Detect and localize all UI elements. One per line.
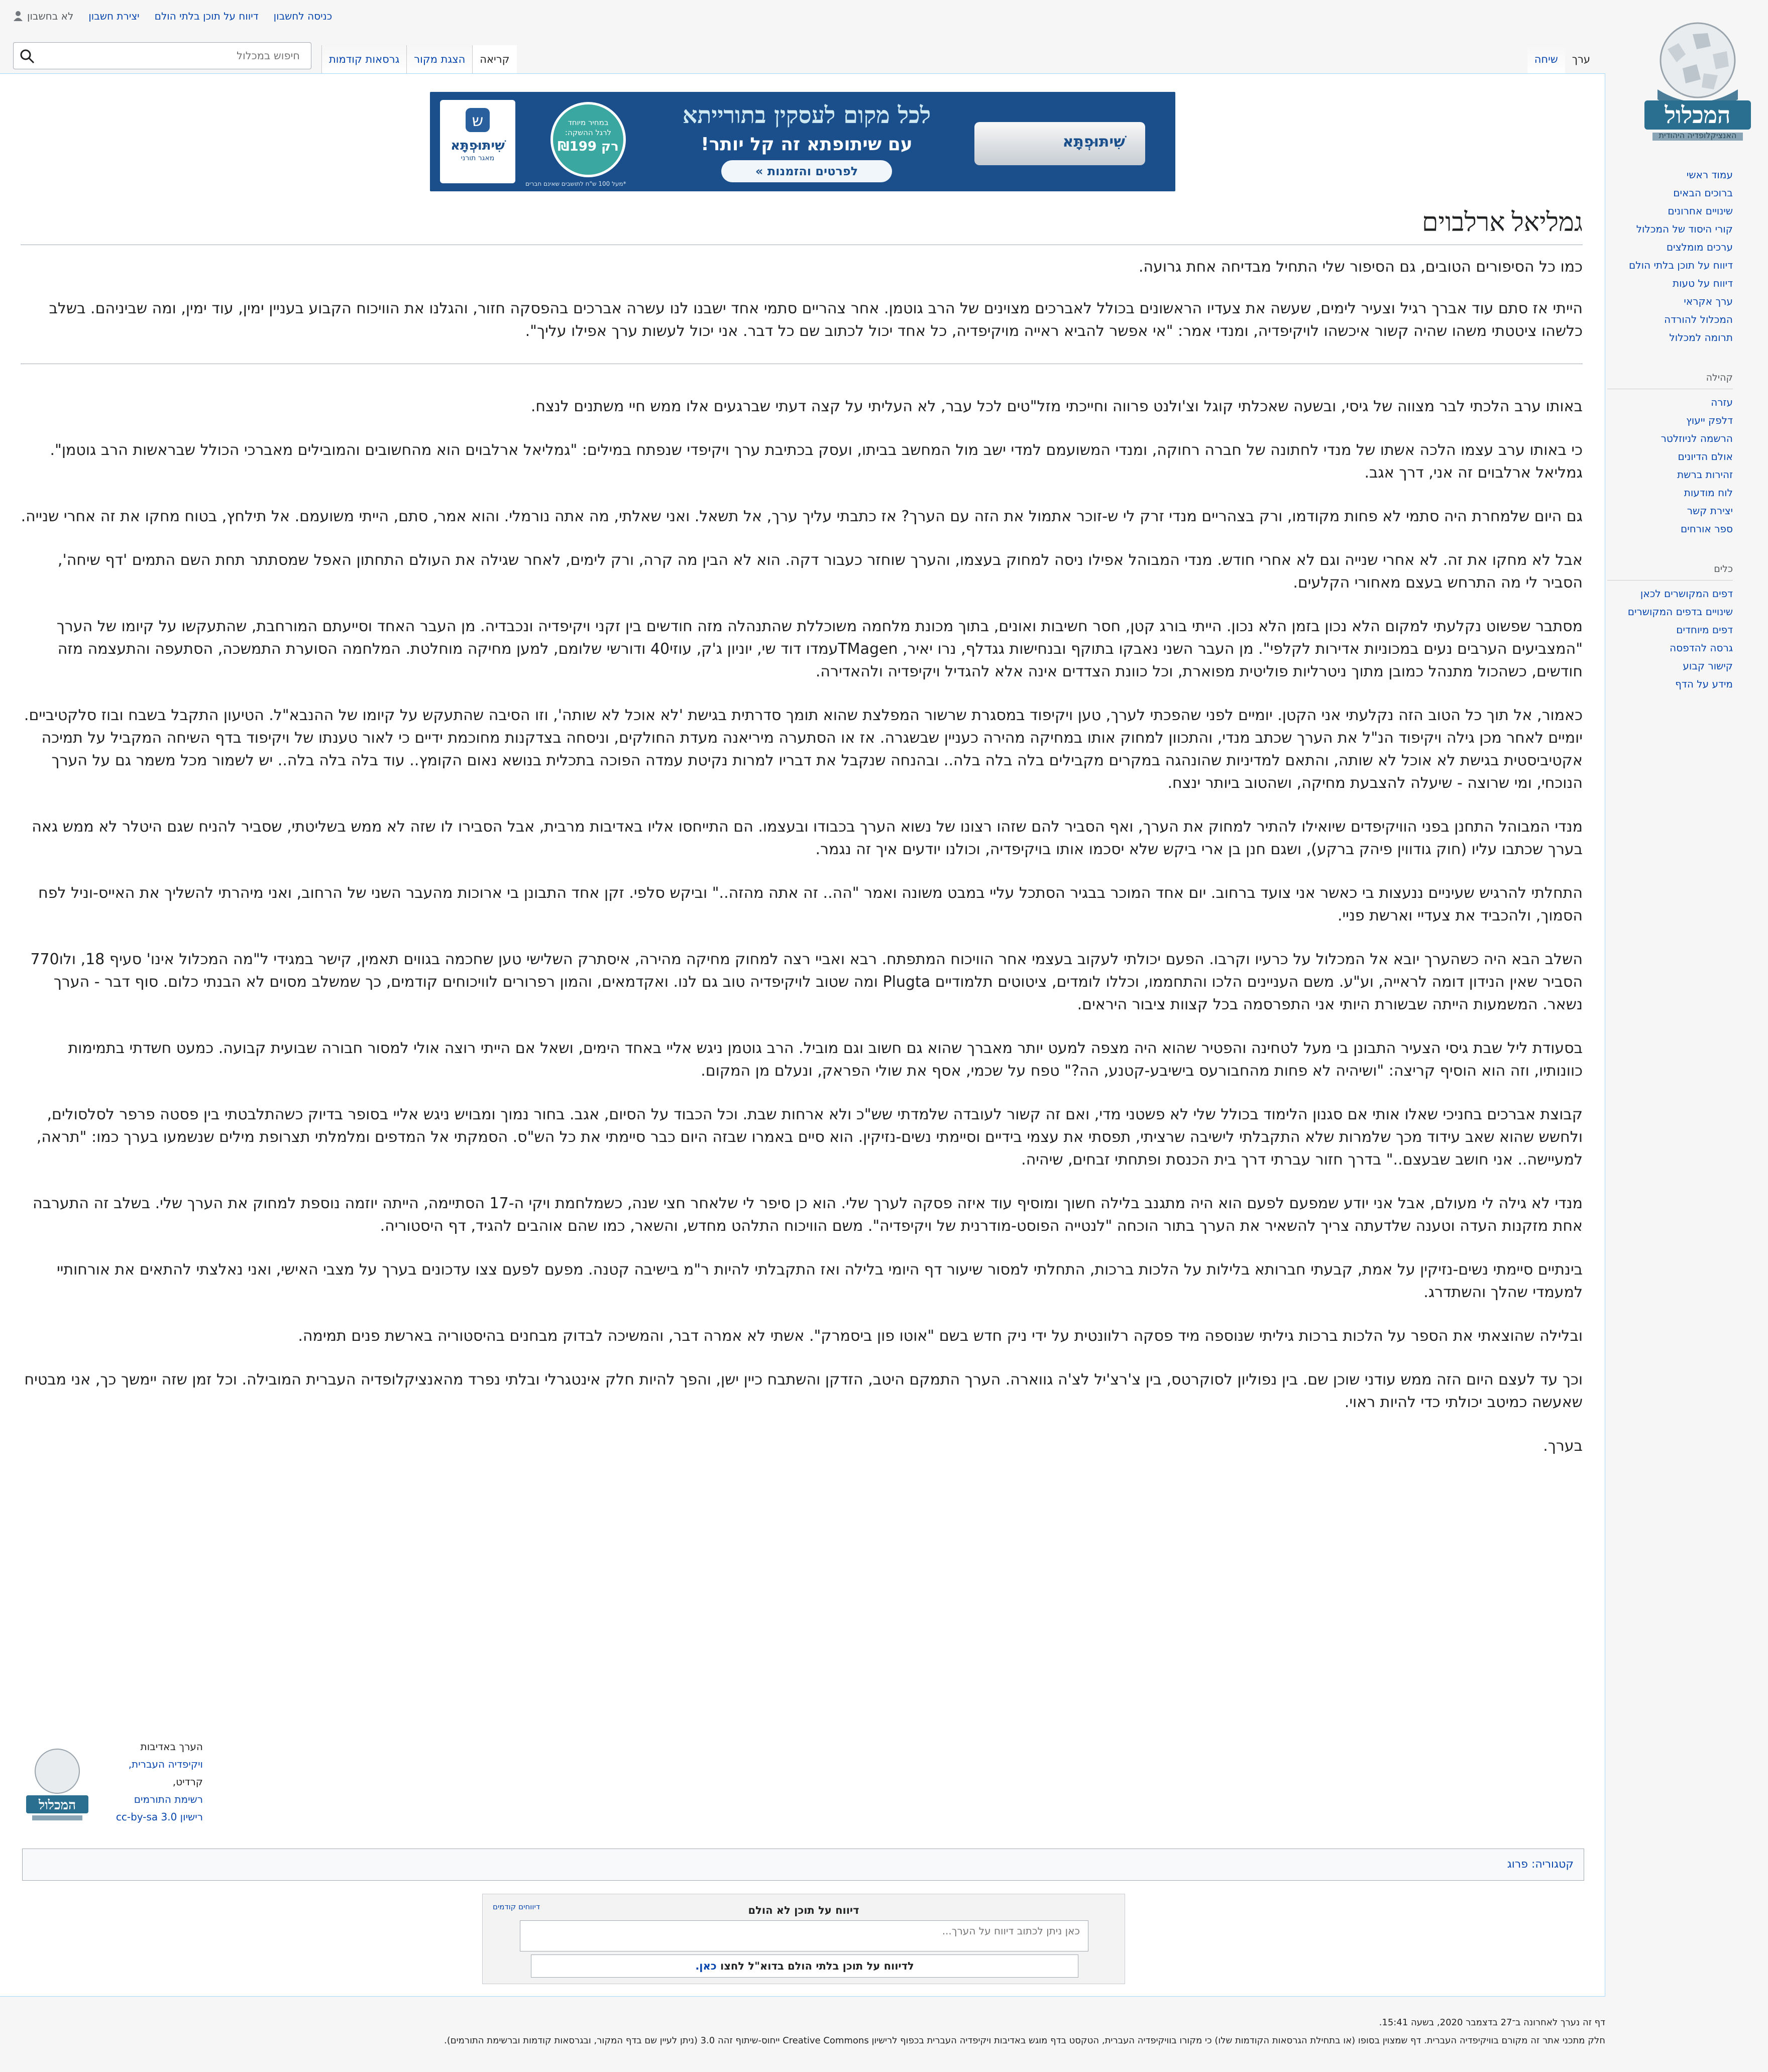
banner-badge-top: במחיר מיוחד לרגל ההשקה: <box>565 118 612 137</box>
sidebar-nav-link[interactable]: ערכים מומלצים <box>1666 241 1733 253</box>
sidebar-nav-item[interactable] <box>1607 328 1733 347</box>
report-title: דיווח על תוכן לא הולם <box>748 1904 859 1916</box>
sidebar-nav-item[interactable] <box>1607 202 1733 220</box>
ad-banner[interactable] <box>430 92 1175 191</box>
sidebar-community-link[interactable]: הרשמה לניוזלטר <box>1661 432 1733 444</box>
article-paragraph: התחלתי להרגיש שעיניים ננעצות בי כאשר אני צועד ברחוב. יום אחד המוכר בבגיר הסתכל עליי במבט משונה ואמר "הה.. זה אתה מהזה.." וביקש סלפי. זקן אחד התבונן בי ארוכות מהעבר השני של הרחוב, ואני מיהרתי להשליך את האייס-וניל לפח הסמוך, ולהכביד את צעדיי וארשת פניי. <box>38 884 1583 925</box>
sidebar-tools <box>1607 560 1733 693</box>
sidebar-tools-item[interactable] <box>1607 657 1733 675</box>
sidebar-community-link[interactable]: אולם הדיונים <box>1678 450 1733 463</box>
sidebar-community-item[interactable] <box>1607 411 1733 429</box>
search-icon[interactable] <box>19 48 36 65</box>
credits-box <box>22 1738 203 1833</box>
banner-brand-sub: מאגר תורני <box>461 154 495 162</box>
article-paragraph: בינתיים סיימתי נשים-נזיקין על אמת, קבעתי חברותא בלילות על הלכות ברכות, התחלתי למסור שיעור דף היומי בלילה ואז התקבלתי להיות ר"מ בישיבה קטנה. מפעם לפעם צצו עדכונים בערך על מצבי האישי, ואני נאלצתי להתאים את אורחותיי למעמדי שהלך והשתדרג. <box>56 1261 1583 1301</box>
sidebar-nav-item[interactable] <box>1607 166 1733 184</box>
sidebar-tools-link[interactable]: דפים המקושרים לכאן <box>1640 588 1733 600</box>
banner-brand-icon <box>463 105 493 135</box>
article-paragraph: מסתבר שפשוט נקלעתי למקום הלא נכון בזמן הלא נכון. הייתי בורג קטן, חסר חשיבות ואונים, בתוך מכונת מלחמה משוכללת שהתנהלה מזה חודשים בין זקני ויקיפדיה ונכבדיה. מן העבר האחד וסייעתם המורחבת, שהתעקשו על קיומו של הערך "המצביעים הערבים נעים במכוניות אדירות לקלפי". מן העבר השני נאבקו בתוקף ובנחישות גגדלף, נרו יאיר, TMagenעמדו דוד שי, יוניון ג'ק, עוזי40 ודורשי שלומם, למען מחיקה מוחלטת. המלחמה הסוערת התמשכה, הסתעפה והתעצמה מזה חודשים, כשהכול מתנהל כמובן מתוך ניטרליות פוליטית מפוארת, וכל כוונת הצדדים אינה אלא להגדיל ויקיפדיה ולהאדירה. <box>56 618 1583 680</box>
category-links <box>22 1849 1584 1881</box>
anon-user <box>13 10 73 22</box>
report-textarea[interactable] <box>520 1920 1088 1951</box>
category-label[interactable]: קטגוריה: <box>1531 1858 1574 1871</box>
sidebar-nav-link[interactable]: דיווח על תוכן בלתי הולם <box>1629 259 1733 271</box>
banner-usb-image <box>974 122 1145 165</box>
banner-usb-label: שִׁיתּוּפְתָּא <box>1062 133 1125 151</box>
sidebar-nav-item[interactable] <box>1607 310 1733 328</box>
logo-tagline: האנציקלופדיה היהודית <box>1659 131 1737 140</box>
banner-badge-price: רק ₪199 <box>558 139 619 154</box>
report-box <box>482 1894 1125 1984</box>
previous-reports-link[interactable]: דיווחים קודמים <box>493 1902 540 1911</box>
search-box <box>13 42 311 69</box>
article-paragraph: כאמור, אל תוך כל הטוב הזה נקלעתי אני הקטן. יומיים לפני שהפכתי לערך, טען ויקיפוד במסגרת שרשור המפלצת שהוא תומך סדרתית בגישת 'לא אוכל לא שותה', וזו הסיבה שהתעקש על קיומו של ההנבא"ל. הטיעון התקבל בשבח ובוז סלקטיביים. יומיים לאחר מכן גילה ויקיפוד הנ"ל את הערך שכתב מנדי, והתכוון למחוק אותו במחיקה מהירה כעניין שבשגרה. אז או הסתערה מיריאנה מעדת החולקים, וניסחה בצדקנות מחוכמת ידיים כי לאור טענתו של ויקיפוד בדף השיחה המקביל על תמיכה אקטיביסטית בגישת לא אוכל לא שותה, והתאם למדיניות שהונהגה במקרים מקבילים בלה בלה בלה.. ובהנחה שנקבל את דבריו למרות נקיטת עמדה הפוכה בתכלית בנושא נאום הקומץ.. עוד בלה בלה בלה.. יש לשמור מכל משמר גם על הערך הנוכחי, ומי שרוצה - שיעלה להצבעת מחיקה, ושהטוב ביותר ינצח. <box>24 707 1583 792</box>
sidebar-nav-item[interactable] <box>1607 292 1733 310</box>
sidebar-nav-link[interactable]: עמוד ראשי <box>1686 169 1733 181</box>
sidebar-tools-heading: כלים <box>1607 560 1733 581</box>
sidebar-tools-item[interactable] <box>1607 621 1733 639</box>
sidebar-community-heading: קהילה <box>1607 369 1733 389</box>
tab-read[interactable]: קריאה <box>472 45 516 74</box>
sidebar-community-link[interactable]: עזרה <box>1711 396 1733 408</box>
search-input[interactable] <box>39 47 300 65</box>
logo-name: המכלול <box>1665 101 1731 129</box>
page-title: גמליאל ארלבוים <box>21 205 1583 245</box>
sidebar-tools-item[interactable] <box>1607 639 1733 657</box>
namespace-tabs <box>1527 45 1597 74</box>
credits-logo-icon <box>22 1743 92 1823</box>
sidebar-nav-link[interactable]: ערך אקראי <box>1684 295 1733 307</box>
report-here-link[interactable]: כאן. <box>695 1960 717 1972</box>
credits-line3: קרדיט, <box>172 1776 203 1788</box>
report-link[interactable]: דיווח על תוכן בלתי הולם <box>154 10 259 22</box>
sidebar-nav-item[interactable] <box>1607 238 1733 256</box>
banner-subline: עם שיתופתא זה קל יותר! <box>701 134 913 155</box>
sidebar-community-item[interactable] <box>1607 466 1733 484</box>
article-paragraph: אבל לא מחקו את זה. לא אחרי שנייה וגם לא אחרי חודש. מנדי המבוהל אפילו ניסה למחוק בעצמו, והערך שוחזר כעבור דקה. הוא לא הבין מה קרה, ורק לימים, לאחר שגילה את העולם התחתון האפל שמסתתר תחת השם התמים 'דף שיחה', הסביר לי מה התרחש בעצם מאחורי הקלעים. <box>57 551 1583 592</box>
credits-license-link[interactable]: רישיון cc-by-sa 3.0 <box>116 1811 203 1823</box>
site-logo[interactable] <box>1637 14 1758 145</box>
credits-line1: הערך באדיבות <box>140 1741 203 1753</box>
footer-last-modified: דף זה נערך לאחרונה ב־27 בדצמבר 2020, בשעה 15:41. <box>1379 2017 1605 2028</box>
login-link[interactable]: כניסה לחשבון <box>273 10 333 22</box>
sidebar-community-item[interactable] <box>1607 447 1733 466</box>
article-body <box>21 256 1583 1478</box>
view-tabs <box>321 45 517 74</box>
footer <box>10 2014 1605 2050</box>
svg-text:המכלול: המכלול <box>38 1798 76 1813</box>
content-area <box>0 73 1605 1997</box>
article-paragraphs <box>21 395 1583 1457</box>
sidebar-nav-link[interactable]: שינויים אחרונים <box>1668 205 1733 217</box>
sidebar-community-item[interactable] <box>1607 393 1733 411</box>
sidebar <box>1607 166 1768 715</box>
banner-cta[interactable]: לפרטים והזמנות » <box>721 160 892 182</box>
article-intro <box>21 256 1583 364</box>
article-paragraph: מנדי לא גילה לי מעולם, אבל אני יודע שמפעם לפעם הוא היה מתגנב בלילה חשוך ומוסיף עוד איזה פסקה לערך שלי. הוא כן סיפר לי שלאחר חצי שנה, כשמלחמת ויקי ה-17 הסתיימה, הייתה יוזמה נוספת למחוק את הערך שלי. בשלב זה התערבה אחת מזקנות העדה וטענה שלדעתה צריך להשאיר את הערך בתור הוכחה "לנטייה הפוסט-מודרנית של ויקיפדיה". משם הוויכוח התלהט מחדש, והשאר, כמו שהם אוהבים להגיד, דף היסטוריה. <box>33 1195 1583 1235</box>
user-icon <box>13 11 23 22</box>
credits-text <box>97 1738 203 1826</box>
sidebar-community-item[interactable] <box>1607 429 1733 447</box>
article-paragraph: בסעודת ליל שבת גיסי הצעיר התבונן בי מעל לטחינה והפטיר שהוא היה מצפה למעט יותר מאברך שהוא גם חשוב וגם מוביל. הרב גוטמן ניגש אליי באחד הימים, ושאל אם הייתי רוצה אולי למסור חבורה שבועית קבועה. כמעט חשדתי בתמימות כוונותיו, וזה הוא הוסיף קריצה: "ושיהיה לא פחות מהחבורעס בישיבע-קטנע, הה?" טפח על שכמי, אסף את שולי הפראק, ונעלם מן המקום. <box>68 1040 1583 1080</box>
report-email-bar <box>531 1954 1078 1978</box>
sidebar-community <box>1607 369 1733 538</box>
sidebar-tools-link[interactable]: קישור קבוע <box>1683 660 1733 672</box>
sidebar-nav-link[interactable]: ברוכים הבאים <box>1673 187 1733 199</box>
article-paragraph: השלב הבא היה כשהערך יובא אל המכלול על כרעיו וקרבו. הפעם יכולתי לעקוב בעצמי אחר הוויכוח המתפתח. רבא ואביי רצה למחוק מחיקה מהירה, איסתרק השלישי טען שחכמה בגווים תאמין, קישר במגידי ל"מה המכלול אינו' סעיף 18, ולו770 הסביר שאין הנידון דומה לראייה, וע"ע. משם העניינים הלכו והתחממו, וכללו לומדים, ציטוטים תלמודיים Plugta ומה שטוב לויקיפדיה טוב גם לנו. ואקדמאים, והמון רפרורים לוויכוחים קודמים, כך שמשלב מסוים לא הבנתי כלום. סוף דבר - הערך נשאר. המשמעות הייתה שבשורת היותי אני התפרסמה בכל קצוות ציבור היראים. <box>30 951 1583 1013</box>
sidebar-tools-item[interactable] <box>1607 585 1733 603</box>
sidebar-navigation <box>1607 166 1733 347</box>
sidebar-community-link[interactable]: יצירת קשר <box>1687 505 1733 517</box>
tab-talk[interactable]: שיחה <box>1527 45 1565 74</box>
article-paragraph: ובלילה שהוצאתי את הספר על הלכות ברכות גיליתי שנוספה מיד פסקה רלוונטית על ידי ניק חדש בשם "אוטו פון ביסמרק". אשתי לא אמרה דבר, והמשיכה לבדוק מבחנים בהיסטוריה בארשת פנים תמימה. <box>298 1327 1583 1345</box>
tab-view-source[interactable]: הצגת מקור <box>406 45 472 74</box>
sidebar-tools-link[interactable]: דפים מיוחדים <box>1676 624 1733 636</box>
sidebar-nav-link[interactable]: תרומה למכלול <box>1669 331 1733 343</box>
sidebar-community-item[interactable] <box>1607 520 1733 538</box>
sidebar-nav-item[interactable] <box>1607 184 1733 202</box>
sidebar-community-item[interactable] <box>1607 502 1733 520</box>
banner-footnote: *מעל 100 ש"ח לתושבים שאינם חברים <box>525 180 626 187</box>
footer-license: חלק מתכני אתר זה מקורם בוויקיפדיה העברית. דף שמצוין בסופו (או בתחילת הגרסאות הקודמות שלו) כי מקורו בוויקיפדיה העברית, הטקסט בדף מוגש באדיבות ויקיפדיה העברית בכפוף לרישיון Creative Commons ייחוס-שיתוף זהה 3.0 (ניתן לעיין שם בדף המקור, ובגרסאות קודמות וברשימת התורמים). <box>444 2035 1605 2046</box>
sidebar-nav-link[interactable]: קורי היסוד של המכלול <box>1636 223 1733 235</box>
banner-left-logo <box>440 100 515 183</box>
sidebar-nav-link[interactable]: דיווח על טעות <box>1672 277 1733 289</box>
sidebar-community-link[interactable]: זהירות ברשת <box>1677 469 1733 481</box>
sidebar-tools-link[interactable]: גרסה להדפסה <box>1670 642 1733 654</box>
sidebar-community-item[interactable] <box>1607 484 1733 502</box>
sidebar-community-link[interactable]: לוח מודעות <box>1684 487 1733 499</box>
credits-contributors-link[interactable]: רשימת התורמים <box>134 1793 203 1805</box>
article-paragraph: וכך עד לעצם היום הזה ממש עודני שוכן שם. בין נפוליון לסוקרטס, בין צ'רצ'יל לצ'ה גווארה. הערך התמקם היטב, הזדקן והשתבח כיין ישן, והפך להיות חלק אינטגרלי ובלתי נפרד מהאנציקלופדיה העברית המובילה. וכל זמן שזה יימשך כך, אני מבטיח שאעשה כמיטב יכולתי כדי להיות ראוי. <box>24 1371 1583 1411</box>
sidebar-community-link[interactable]: דלפק ייעוץ <box>1686 414 1733 426</box>
article-paragraph: כי באותו ערב עצמו הלכה אשתו של מנדי לחתונה של חברה רחוקה, ומנדי המשועמם למדי ישב מול המחשב בביתו, ועסק בכתיבת ערך ויקיפדי שנפתח במילים: "גמליאל ארלבוים הוא מהחשובים והמובילים מאברכי הכולל שבראשות הרב גוטמן". גמליאל ארלבוים זה אני, דרך אגב. <box>50 441 1583 482</box>
article-paragraph: מנדי המבוהל התחנן בפני הוויקיפדים שיואילו להתיר למחוק את הערך, ואף הסביר להם שזהו רצונו של נשוא הערך בכבודו ובעצמו. הם התייחסו אליו באדיבות מרבית, אבל הסבירו לו שזה לא ממש בשליטתי, שסביר להניח שגם היטלר לא ממש גאה בערך שכתבו עליו (חוק גודווין פיהק ברקע), ושגם חנן בן ארי ביקש שלא יסכמו אותו בויקיפדיה, וכולנו יודעים איך זה נגמר. <box>32 818 1583 858</box>
intro-paragraph: הייתי אז סתם עוד אברך רגיל וצעיר לימים, שעשה את צעדיו הראשונים בכולל לאברכים מצוינים של הרב גוטמן. אחר צהריים סתמי אחד ישבנו לנו עשרה אברכים בהפסקה חזור, והגלנו את הוויכוח הקבוע בעניין ימין, עוד ימין, ומה שביניהם. בשלב כלשהו ציטטתי משהו שהיה קשור איכשהו לויקיפדיה, ומנדי אמר: "אי אפשר להביא ראייה מויקיפדיה, כל אחד יכול לכתוב שם כל דבר. אני יכול לעשות ערך אפילו עליך". <box>49 300 1583 340</box>
credits-wikipedia-link[interactable]: ויקיפדיה העברית, <box>128 1758 203 1770</box>
banner-price-badge <box>550 102 626 177</box>
create-account-link[interactable]: יצירת חשבון <box>88 10 140 22</box>
sidebar-nav-item[interactable] <box>1607 220 1733 238</box>
svg-text:ש: ש <box>472 111 484 130</box>
sidebar-tools-link[interactable]: מידע על הדף <box>1675 678 1733 690</box>
sidebar-tools-item[interactable] <box>1607 603 1733 621</box>
sidebar-tools-link[interactable]: שינויים בדפים המקושרים <box>1627 606 1733 618</box>
banner-headline: לכל מקום לעסקין בתורייתא <box>682 101 931 129</box>
intro-paragraph: כמו כל הסיפורים הטובים, גם הסיפור שלי התחיל מבדיחה אחת גרועה. <box>1139 258 1583 276</box>
article-paragraph: באותו ערב הלכתי לבר מצווה של גיסי, ובשעה שאכלתי קוגל וצ'ולנט פרווה וחייכתי מזל"טים לכל עבר, לא העליתי על קצה דעתי שברגעים אלו ממש חיי משתנים לנצח. <box>530 398 1583 415</box>
anon-label: לא בחשבון <box>27 10 74 22</box>
category-item[interactable]: פרוג <box>1507 1858 1528 1871</box>
sidebar-nav-item[interactable] <box>1607 256 1733 274</box>
sidebar-community-link[interactable]: ספר אורחים <box>1680 523 1733 535</box>
article-paragraph: קבוצת אברכים בחניכי שאלו אותי אם סגנון הלימוד בכולל שלי לא פשטני מדי, ואם זה קשור לעובדה שלמדתי שש"כ ולא ארחות שבת. וכל הכבוד על הסיום, אגב. בחור נמוך ומבויש ניגש אליי בסופר בדיוק כשהתלבטתי בין פסטה פרפר לסלסולים, ולחשש שהוא שאב עידוד מכך שלמרות שלא התקבלתי לישיבה שרציתי, תפסתי את עצמי בידיים וסיימתי נשים-נזיקין. הוא סיים באמרו שבזה היום כבר סיימתי את כל הש"ס. הסמקתי אל המדפים ומלמלתי תצרופת מילים שנשמעו בערך כמו: "תראה, למעיישה.. אני חושב שבעצם.." בדרך חזור עברתי דרך בית הכנסת ופתחתי זבחים, שיהיה. <box>36 1106 1583 1169</box>
article-paragraph: גם היום שלמחרת היה סתמי לא פחות מקודמו, ורק בצהריים מנדי זרק לי ש-זוכר אתמול את הזה עם הערך? אז כתבתי עליך ערך, אל תשאל. ואני שאלתי, מה אתה נורמלי. והוא אמר, סתם, הייתי משועמם. אל תילחץ, בטוח מחקו את זה אחרי שנייה. <box>21 508 1583 525</box>
sidebar-nav-item[interactable] <box>1607 274 1733 292</box>
sidebar-tools-item[interactable] <box>1607 675 1733 693</box>
tab-article[interactable]: ערך <box>1572 53 1590 65</box>
article-paragraph: בערך. <box>1543 1437 1583 1455</box>
personal-tools <box>13 7 332 25</box>
tab-history[interactable]: גרסאות קודמות <box>321 45 406 74</box>
report-bar-text: לדיווח על תוכן בלתי הולם בדוא"ל לחצו <box>720 1960 914 1972</box>
banner-brand-name: שִׁיתּוּפְתָּא <box>451 138 505 153</box>
sidebar-nav-link[interactable]: המכלול להורדה <box>1664 313 1733 325</box>
